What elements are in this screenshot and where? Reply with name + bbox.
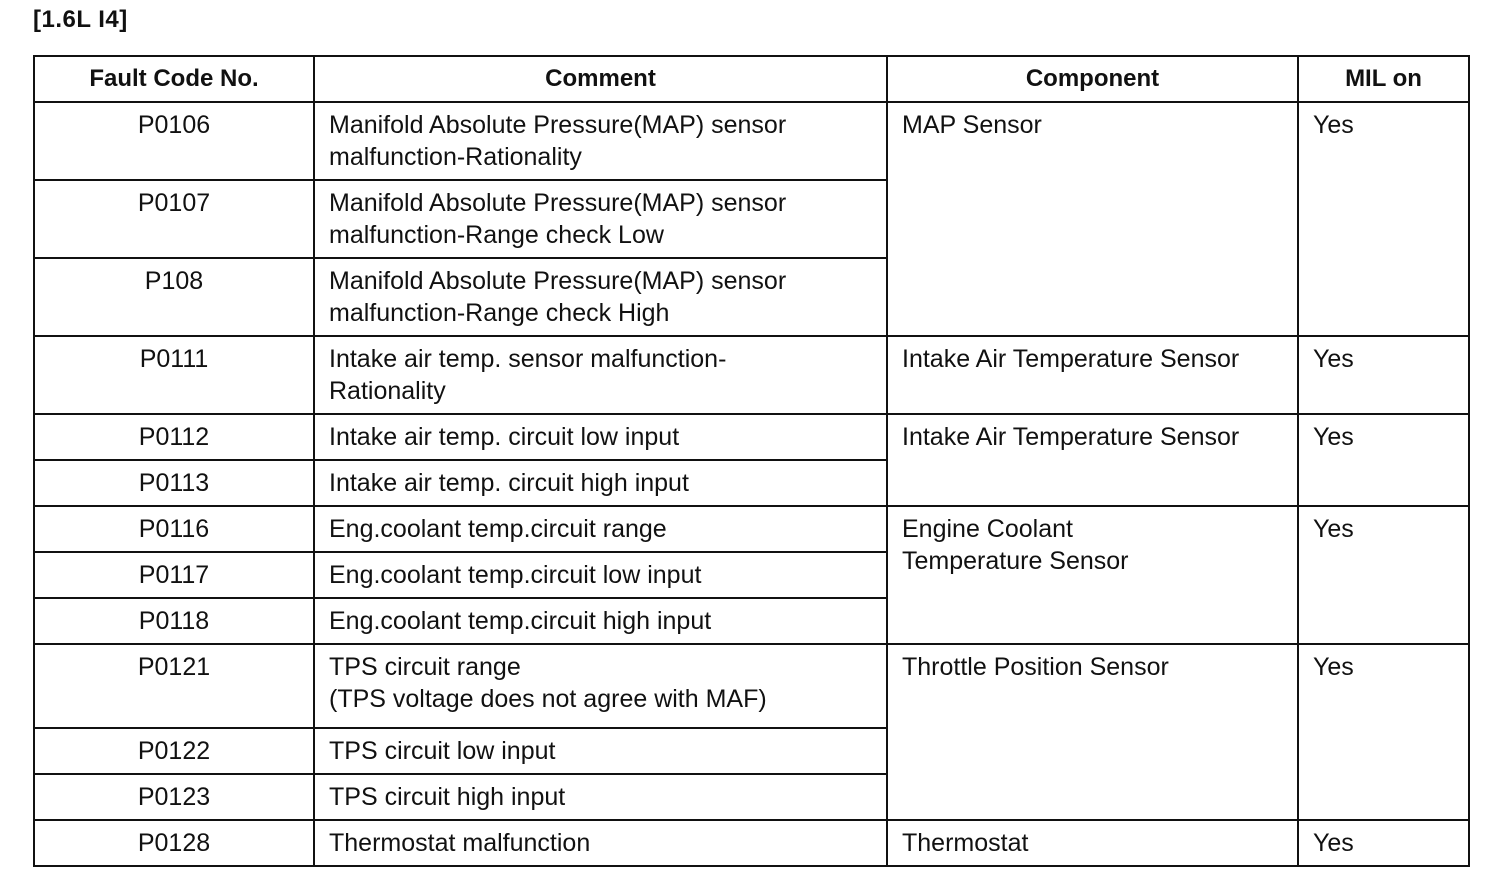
fault-code-table [33, 55, 1470, 867]
header-component: Component [887, 56, 1298, 102]
comment-cell: TPS circuit low input [314, 728, 887, 774]
table-row [34, 644, 1469, 728]
mil-cell: Yes [1298, 414, 1469, 506]
header-fault-code: Fault Code No. [34, 56, 314, 102]
mil-cell: Yes [1298, 820, 1469, 866]
table-row [34, 336, 1469, 414]
header-mil-on: MIL on [1298, 56, 1469, 102]
fault-code-cell: P0106 [34, 102, 314, 180]
comment-cell: Eng.coolant temp.circuit high input [314, 598, 887, 644]
mil-cell: Yes [1298, 644, 1469, 820]
fault-code-cell: P0122 [34, 728, 314, 774]
table-row [34, 820, 1469, 866]
component-cell: MAP Sensor [887, 102, 1298, 336]
comment-cell: Eng.coolant temp.circuit low input [314, 552, 887, 598]
comment-cell: Intake air temp. sensor malfunction- Rationality [314, 336, 887, 414]
fault-code-cell: P0128 [34, 820, 314, 866]
table-row [34, 102, 1469, 180]
fault-code-cell: P0111 [34, 336, 314, 414]
comment-cell: Manifold Absolute Pressure(MAP) sensor malfunction-Range check Low [314, 180, 887, 258]
comment-cell: Intake air temp. circuit low input [314, 414, 887, 460]
fault-code-cell: P0117 [34, 552, 314, 598]
comment-cell: Thermostat malfunction [314, 820, 887, 866]
fault-code-cell: P0113 [34, 460, 314, 506]
mil-cell: Yes [1298, 102, 1469, 336]
page-title: [1.6L I4] [33, 6, 128, 33]
fault-code-cell: P0118 [34, 598, 314, 644]
comment-cell: Manifold Absolute Pressure(MAP) sensor malfunction-Range check High [314, 258, 887, 336]
mil-cell: Yes [1298, 336, 1469, 414]
fault-code-cell: P0121 [34, 644, 314, 728]
component-cell: Throttle Position Sensor [887, 644, 1298, 820]
comment-cell: Intake air temp. circuit high input [314, 460, 887, 506]
fault-code-cell: P0123 [34, 774, 314, 820]
fault-code-cell: P108 [34, 258, 314, 336]
comment-cell: TPS circuit range (TPS voltage does not agree with MAF) [314, 644, 887, 728]
table-row [34, 506, 1469, 552]
fault-code-cell: P0112 [34, 414, 314, 460]
comment-cell: TPS circuit high input [314, 774, 887, 820]
header-comment: Comment [314, 56, 887, 102]
component-cell: Thermostat [887, 820, 1298, 866]
component-cell: Intake Air Temperature Sensor [887, 414, 1298, 506]
fault-code-cell: P0116 [34, 506, 314, 552]
component-cell: Intake Air Temperature Sensor [887, 336, 1298, 414]
component-cell: Engine Coolant Temperature Sensor [887, 506, 1298, 644]
comment-cell: Manifold Absolute Pressure(MAP) sensor malfunction-Rationality [314, 102, 887, 180]
fault-code-cell: P0107 [34, 180, 314, 258]
mil-cell: Yes [1298, 506, 1469, 644]
table-header-row [34, 56, 1469, 102]
comment-cell: Eng.coolant temp.circuit range [314, 506, 887, 552]
table-row [34, 414, 1469, 460]
